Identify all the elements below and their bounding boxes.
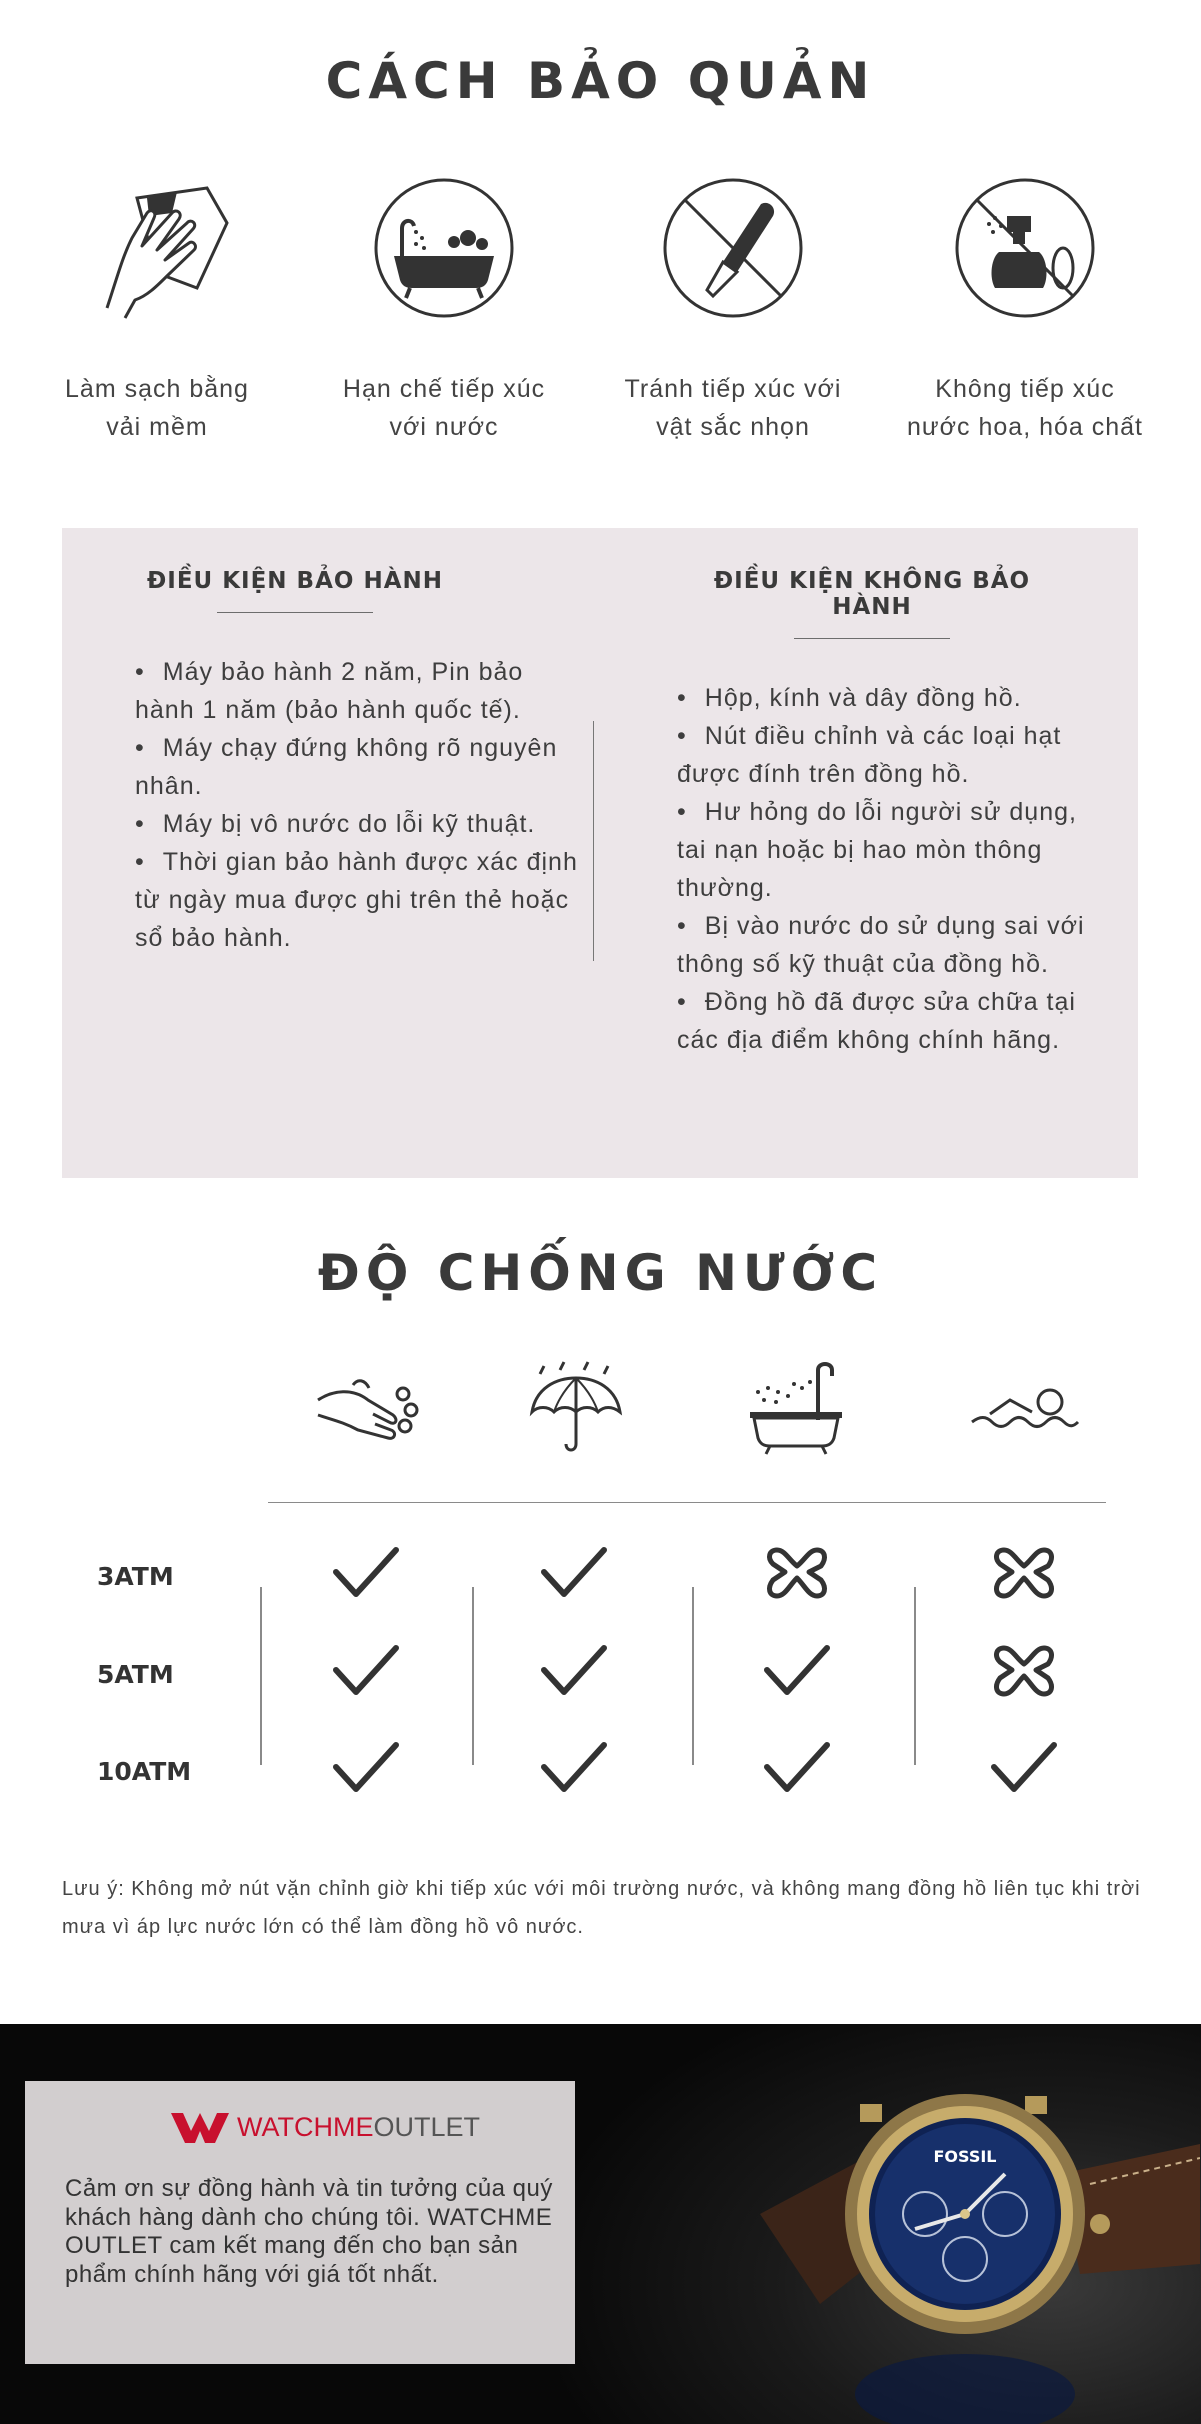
brand-name: [237, 2112, 480, 2143]
water-note: Lưu ý: Không mở nút vặn chỉnh giờ khi tiếp xúc với môi trường nước, và không mang đồng hồ liên tục khi trời mưa vì áp lực nước lớn có thể làm đồng hồ vô nước.: [62, 1878, 1141, 1938]
cross-icon: [761, 1542, 833, 1602]
warranty-not-covered: [677, 568, 1097, 1059]
warranty-not-covered-list: [677, 679, 1097, 1059]
umbrella-rain-icon: [526, 1360, 626, 1456]
not-covered-item: • Nút điều chỉnh và các loại hạt được đính trên đồng hồ.: [677, 717, 1097, 793]
warranty-covered: [135, 568, 590, 957]
not-covered-item: • Đồng hồ đã được sửa chữa tại các địa điểm không chính hãng.: [677, 983, 1097, 1059]
warranty-covered-underline: [217, 612, 373, 613]
check-icon: [538, 1640, 610, 1700]
water-divider-2: [472, 1587, 474, 1765]
check-icon: [330, 1737, 402, 1797]
hand-cloth-icon: [77, 168, 237, 328]
thank-you-text: Cảm ơn sự đồng hành và tin tưởng của quý khách hàng dành cho chúng tôi. WATCHME OUTLET cam kết mang đến cho bạn sản phẩm chính hãng với giá tốt nhất.: [65, 2175, 553, 2288]
water-divider-4: [914, 1587, 916, 1765]
cross-icon: [988, 1640, 1060, 1700]
rating-label-5atm: 5ATM: [97, 1660, 174, 1689]
care-label-water: Hạn chế tiếp xúc với nước: [342, 375, 546, 441]
care-item-perfume: [895, 168, 1155, 446]
covered-item: • Máy bị vô nước do lỗi kỹ thuật.: [135, 805, 590, 843]
rating-label-3atm: 3ATM: [97, 1562, 174, 1591]
shower-bath-icon: [748, 1360, 848, 1456]
check-icon: [761, 1640, 833, 1700]
warranty-not-covered-underline: [794, 638, 950, 639]
check-icon: [330, 1640, 402, 1700]
not-covered-item: • Bị vào nước do sử dụng sai với thông số kỹ thuật của đồng hồ.: [677, 907, 1097, 983]
water-title: ĐỘ CHỐNG NƯỚC: [317, 1244, 884, 1302]
warranty-box: [62, 528, 1138, 1178]
bathtub-icon: [364, 168, 524, 328]
cross-icon: [988, 1542, 1060, 1602]
watch-dial-brand: FOSSIL: [933, 2147, 997, 2166]
check-icon: [538, 1542, 610, 1602]
warranty-not-covered-heading: ĐIỀU KIỆN KHÔNG BẢO HÀNH: [713, 568, 1031, 620]
care-item-sharp: [603, 168, 863, 446]
water-divider-1: [260, 1587, 262, 1765]
swimming-icon: [970, 1380, 1080, 1440]
rating-label-10atm: 10ATM: [97, 1757, 192, 1786]
water-divider-horizontal: [268, 1502, 1106, 1503]
covered-item: • Máy bảo hành 2 năm, Pin bảo hành 1 năm (bảo hành quốc tế).: [135, 653, 590, 729]
care-item-water: [314, 168, 574, 446]
not-covered-item: • Hư hỏng do lỗi người sử dụng, tai nạn hoặc bị hao mòn thông thường.: [677, 793, 1097, 907]
care-label-perfume: Không tiếp xúc nước hoa, hóa chất: [907, 375, 1143, 441]
check-icon: [330, 1542, 402, 1602]
care-item-clean: [27, 168, 287, 446]
water-divider-3: [692, 1587, 694, 1765]
no-perfume-icon: [945, 168, 1105, 328]
care-label-sharp: Tránh tiếp xúc với vật sắc nhọn: [624, 375, 842, 441]
covered-item: • Thời gian bảo hành được xác định từ ngày mua được ghi trên thẻ hoặc sổ bảo hành.: [135, 843, 590, 957]
care-label-clean: Làm sạch bằng vải mềm: [65, 375, 249, 441]
watch-image: [760, 2074, 1200, 2424]
watchme-outlet-logo: [169, 2109, 480, 2145]
care-title: CÁCH BẢO QUẢN: [325, 52, 876, 110]
warranty-covered-heading: ĐIỀU KIỆN BẢO HÀNH: [146, 568, 443, 594]
brand-name-part1: WATCHME: [237, 2111, 374, 2142]
hand-washing-icon: [313, 1360, 423, 1450]
warranty-covered-list: [135, 653, 590, 957]
no-knife-icon: [653, 168, 813, 328]
check-icon: [988, 1737, 1060, 1797]
not-covered-item: • Hộp, kính và dây đồng hồ.: [677, 679, 1097, 717]
footer-banner: [0, 2024, 1201, 2424]
covered-item: • Máy chạy đứng không rõ nguyên nhân.: [135, 729, 590, 805]
brand-w-icon: [169, 2109, 231, 2145]
check-icon: [761, 1737, 833, 1797]
thank-you-card: [25, 2081, 575, 2364]
warranty-divider: [593, 721, 594, 961]
check-icon: [538, 1737, 610, 1797]
brand-name-part2: OUTLET: [373, 2111, 480, 2142]
